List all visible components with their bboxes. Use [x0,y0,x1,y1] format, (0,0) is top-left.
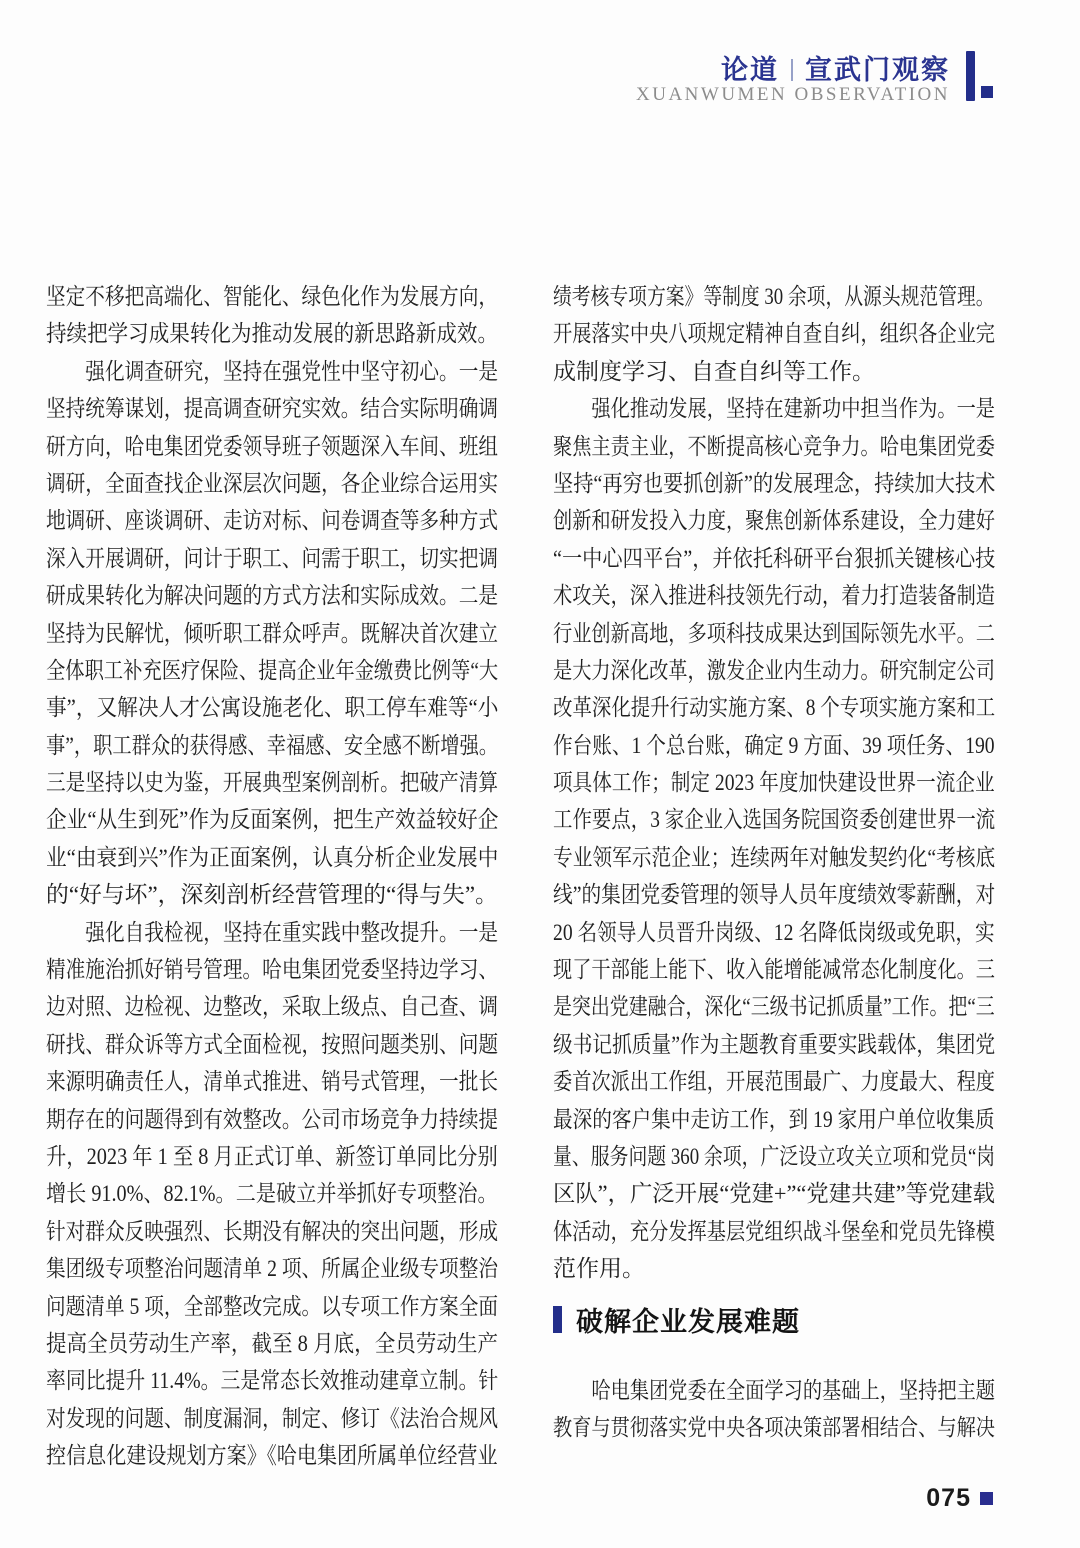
text-line: “一中心四平台”，并依托科研平台狠抓关键核心技 [553,545,996,571]
text-line: 针对群众反映强烈、长期没有解决的突出问题，形成 [46,1218,498,1244]
text-line: 范作用。 [553,1256,645,1282]
text-line: 委首次派出工作组，开展范围最广、力度最大、程度 [553,1069,995,1095]
text-line: 集团级专项整治问题清单 2 项、所属企业级专项整治 [46,1256,498,1282]
text-line: 研成果转化为解决问题的方式方法和实际成效。二是 [46,583,498,609]
page-number: 075 [926,1484,971,1512]
text-line: 事”，职工群众的获得感、幸福感、安全感不断增强。 [46,732,499,758]
text-line: 体活动，充分发挥基层党组织战斗堡垒和党员先锋模 [553,1218,995,1244]
header-title [721,48,950,87]
text-line: 改革深化提升行动实施方案、8 个专项实施方案和工 [553,695,996,721]
text-line: 专业领军示范企业；连续两年对触发契约化“考核底 [553,844,996,870]
page-footer [926,1484,993,1513]
text-line: 增长 91.0%、82.1%。二是破立并举抓好专项整治。 [46,1181,498,1207]
header-divider [791,59,793,81]
text-line: 三是坚持以史为鉴，开展典型案例剖析。把破产清算 [46,770,498,796]
text-line: 区队”，广泛开展“党建+”“党建共建”等党建载 [553,1181,996,1207]
text-line: 现了干部能上能下、收入能增能减常态化制度化。三 [553,957,995,983]
text-line: 工作要点，3 家企业入选国务院国资委创建世界一流 [553,807,996,833]
text-line: 坚持统筹谋划，提高调查研究实效。结合实际明确调 [46,396,498,422]
header-section-label: 论道 [721,55,779,85]
text-line: 业“由衰到兴”作为正面案例，认真分析企业发展中 [46,844,499,870]
text-line: 控信息化建设规划方案》《哈电集团所属单位经营业 [46,1443,498,1469]
header-column-label: 宣武门观察 [805,55,950,85]
right-column-top-paragraphs [553,278,995,1288]
text-line: 级书记抓质量”作为主题教育重要实践载体，集团党 [553,1031,996,1057]
text-line: 升，2023 年 1 至 8 月正式订单、新签订单同比分别 [46,1143,498,1169]
text-line: 坚持“再穷也要抓创新”的发展理念，持续加大技术 [553,470,996,496]
brand-square-icon [981,86,993,98]
text-line: 期存在的问题得到有效整改。公司市场竞争力持续提 [46,1106,498,1132]
section-heading-bar-icon [553,1306,562,1333]
text-line: 边对照、边检视、边整改，采取上级点、自己查、调 [46,994,498,1020]
text-line: 来源明确责任人，清单式推进、销号式管理，一批长 [46,1069,498,1095]
header-subtitle: XUANWUMEN OBSERVATION [636,84,950,105]
text-line: 开展落实中央八项规定精神自查自纠，组织各企业完 [553,321,995,347]
text-line: 全体职工补充医疗保险、提高企业年金缴费比例等“大 [46,657,499,683]
text-line: 是大力深化改革，激发企业内生动力。研究制定公司 [553,657,995,683]
page-number-square-icon [980,1492,993,1505]
text-line: 的“好与坏”，深刻剖析经营管理的“得与失”。 [46,882,498,908]
text-line: 精准施治抓好销号管理。哈电集团党委坚持边学习、 [46,957,498,983]
text-line: 强化调查研究，坚持在强党性中坚守初心。一是 [85,358,498,384]
brand-bar-icon [966,51,975,101]
text-line: 哈电集团党委在全面学习的基础上，坚持把主题 [591,1377,995,1403]
text-line: 调研，全面查找企业深层次问题，各企业综合运用实 [46,470,498,496]
text-line: 行业创新高地，多项科技成果达到国际领先水平。二 [553,620,995,646]
text-line: 企业“从生到死”作为反面案例，把生产效益较好企 [46,807,499,833]
text-line: 是突出党建融合，深化“三级书记抓质量”工作。把“三 [553,994,995,1020]
text-line: 研方向，哈电集团党委领导班子领题深入车间、班组 [46,433,498,459]
text-line: 强化自我检视，坚持在重实践中整改提升。一是 [85,919,498,945]
text-line: 成制度学习、自查自纠等工作。 [553,358,875,384]
text-line: 研找、群众诉等方式全面检视，按照问题类别、问题 [46,1031,498,1057]
text-line: 教育与贯彻落实党中央各项决策部署相结合、与解决 [553,1414,995,1440]
text-line: 持续把学习成果转化为推动发展的新思路新成效。 [46,321,498,347]
right-column [553,278,995,1446]
section-heading-label: 破解企业发展难题 [576,1307,800,1338]
text-line: 聚焦主责主业，不断提高核心竞争力。哈电集团党委 [553,433,995,459]
text-line: 率同比提升 11.4%。三是常态长效推动建章立制。针 [46,1368,499,1394]
text-line: 绩考核专项方案》等制度 30 余项，从源头规范管理。 [553,284,995,309]
left-column [46,278,498,1475]
right-column-bottom-paragraphs [553,1372,995,1447]
text-line: 20 名领导人员晋升岗级、12 名降低岗级或免职，实 [553,919,995,945]
text-line: 创新和研发投入力度，聚焦创新体系建设，全力建好 [553,508,995,534]
text-line: 提高全员劳动生产率，截至 8 月底，全员劳动生产 [46,1330,498,1356]
text-line: 坚持为民解忧，倾听职工群众呼声。既解决首次建立 [46,620,498,646]
text-line: 深入开展调研，问计于职工、问需于职工，切实把调 [46,545,498,571]
text-line: 对发现的问题、制度漏洞，制定、修订《法治合规风 [46,1405,498,1431]
section-heading [553,1304,995,1336]
text-line: 项具体工作；制定 2023 年度加快建设世界一流企业 [553,770,995,796]
text-line: 地调研、座谈调研、走访对标、问卷调查等多种方式 [46,508,498,534]
text-line: 最深的客户集中走访工作，到 19 家用户单位收集质 [553,1106,995,1132]
text-line: 事”，又解决人才公寓设施老化、职工停车难等“小 [46,695,499,721]
text-line: 强化推动发展，坚持在建新功中担当作为。一是 [591,396,995,422]
text-line: 作台账、1 个总台账，确定 9 方面、39 项任务、190 [553,732,995,758]
text-line: 问题清单 5 项，全部整改完成。以专项工作方案全面 [46,1293,498,1319]
text-line: 坚定不移把高端化、智能化、绿色化作为发展方向， [46,284,498,309]
text-line: 术攻关，深入推进科技领先行动，着力打造装备制造 [553,583,995,609]
text-line: 量、服务问题 360 余项，广泛设立攻关立项和党员“岗 [553,1143,996,1169]
text-line: 线”的集团党委管理的领导人员年度绩效零薪酬，对 [553,882,996,908]
